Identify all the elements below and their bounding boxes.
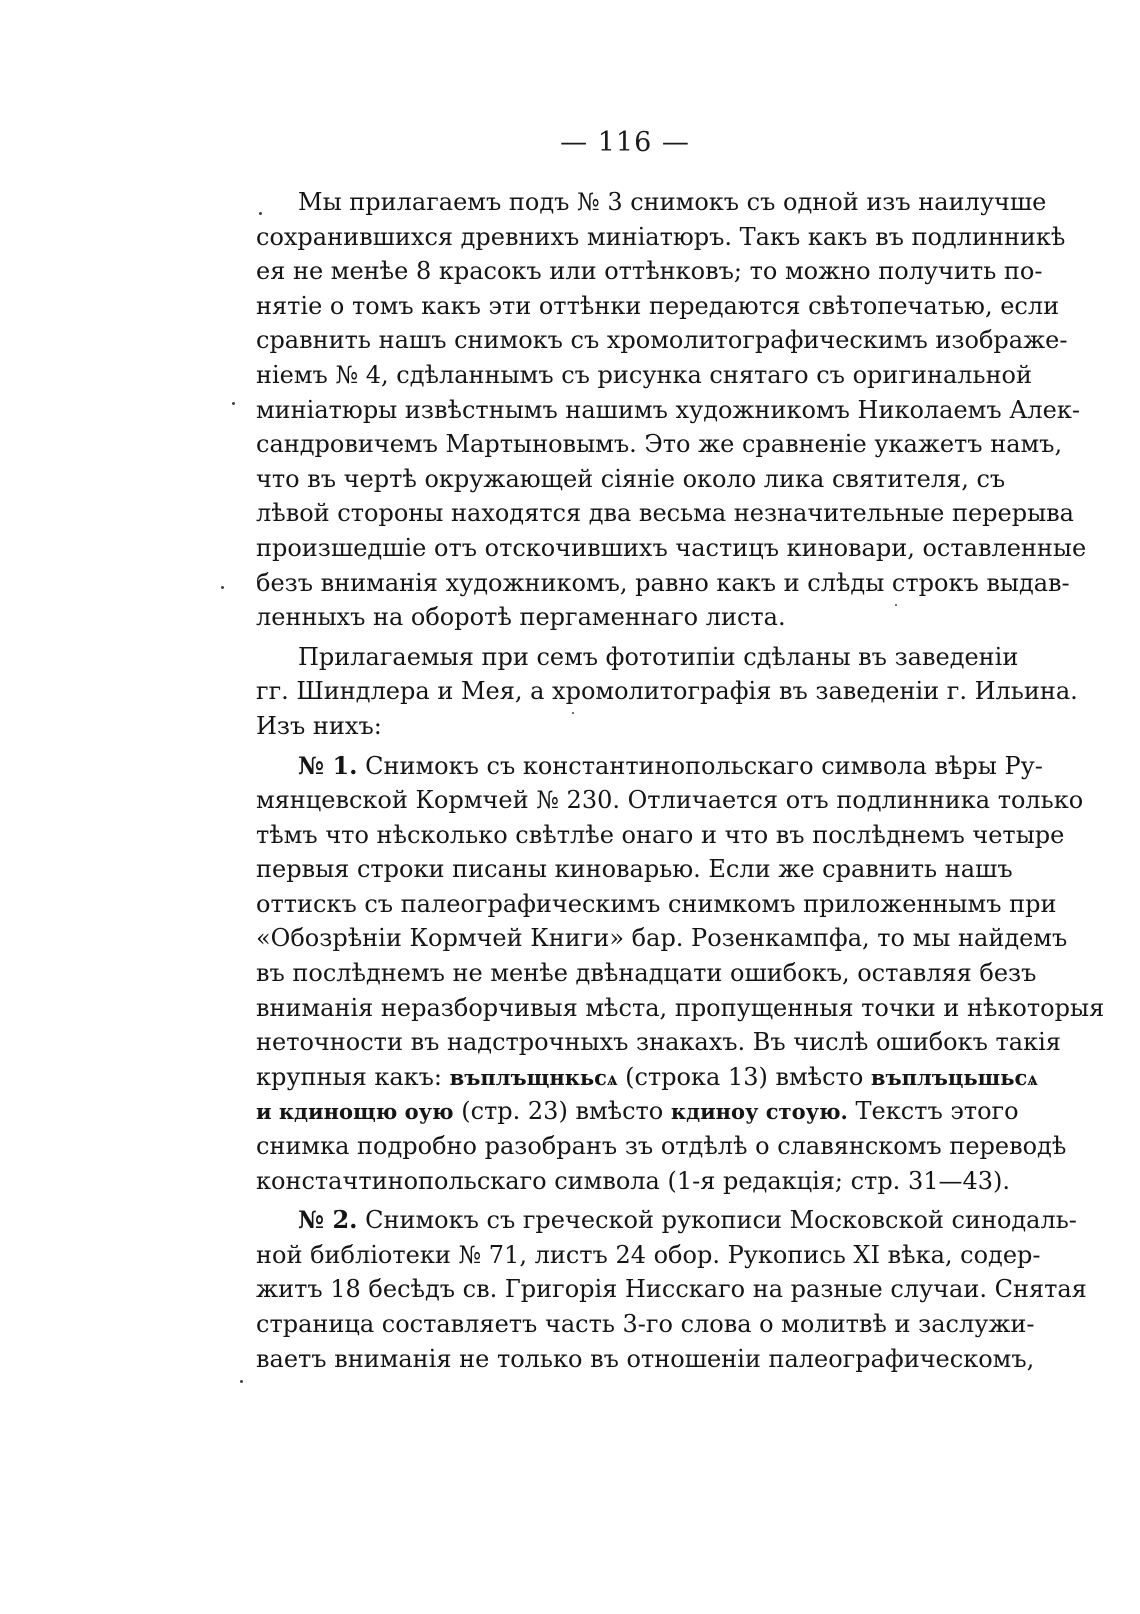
- text-line: гг. Шиндлера и Мея, а хромолитографія въ заведеніи г. Ильина.: [256, 677, 1078, 706]
- text-line: мянцевской Кормчей № 230. Отличается отъ подлинника только: [256, 786, 1084, 815]
- text-line: сандровичемъ Мартыновымъ. Это же сравненіе укажетъ намъ,: [256, 430, 1063, 459]
- text-line: произшедшіе отъ отскочившихъ частицъ киновари, оставленные: [256, 533, 1087, 562]
- item-number-label: № 1.: [298, 750, 358, 780]
- scan-speck: [240, 1380, 243, 1383]
- text-line: лѣвой стороны находятся два весьма незначительные перерыва: [256, 499, 1074, 528]
- text-line: Прилагаемыя при семъ фототипіи сдѣланы въ заведеніи: [298, 642, 1019, 671]
- scan-speck: [259, 212, 262, 215]
- text-line: страница составляетъ часть 3-го слова о молитвѣ и заслужи-: [256, 1310, 1035, 1338]
- text-line: ваетъ вниманія не только въ отношеніи палеографическомъ,: [256, 1344, 1035, 1373]
- scan-speck: [221, 586, 224, 589]
- text-line: сохранившихся древнихъ миніатюръ. Такъ какъ въ подлинникѣ: [256, 222, 1066, 251]
- text-run: (строка 13) вмѣсто: [625, 1062, 864, 1091]
- text-line: ной библіотеки № 71, листъ 24 обор. Рукопись XI вѣка, содер-: [256, 1240, 1041, 1269]
- text-line: Изъ нихъ:: [256, 711, 382, 740]
- text-line: ніемъ № 4, сдѣланнымъ съ рисунка снятаго съ оригинальной: [256, 360, 1033, 389]
- scan-speck: [895, 604, 897, 606]
- text-run: Снимокъ съ константинопольскаго символа вѣры Ру-: [365, 751, 1043, 780]
- scan-speck: [572, 712, 574, 714]
- text-line: [256, 749, 1043, 784]
- text-line: [256, 1094, 1019, 1129]
- paragraph-item-1: [256, 749, 1105, 1199]
- paragraph-printers: [256, 640, 1078, 744]
- text-line: нятіе о томъ какъ эти оттѣнки передаются свѣтопечатью, если: [256, 291, 1060, 320]
- text-line: неточности въ надстрочныхъ знакахъ. Въ числѣ ошибокъ такія: [256, 1028, 1061, 1057]
- text-line: тѣмъ что нѣсколько свѣтлѣе онаго и что въ послѣднемъ четыре: [256, 820, 1065, 849]
- text-line: сравнить нашъ снимокъ съ хромолитографическимъ изображе-: [256, 326, 1068, 355]
- paragraph-intro: [256, 185, 1087, 635]
- text-line: житъ 18 бесѣдъ св. Григорія Нисскаго на разные случаи. Снятая: [256, 1275, 1087, 1304]
- text-run: Снимокъ съ греческой рукописи Московской синодаль-: [365, 1206, 1077, 1235]
- text-run: Текстъ этого: [855, 1097, 1019, 1126]
- text-line: миніатюры извѣстнымъ нашимъ художникомъ Николаемъ Алек-: [256, 395, 1080, 424]
- church-slavonic-word: въплъщнкьсѧ: [449, 1064, 618, 1090]
- text-line: [256, 1060, 1038, 1095]
- text-line: снимка подробно разобранъ зъ отдѣлѣ о славянскомъ переводѣ: [256, 1132, 1067, 1161]
- item-number-label: № 2.: [298, 1205, 358, 1235]
- text-line: «Обозрѣніи Кормчей Книги» бар. Розенкампфа, то мы найдемъ: [256, 924, 1068, 953]
- body-text: [256, 185, 1105, 1376]
- church-slavonic-word: и кдинощю оую: [256, 1099, 454, 1125]
- text-line: оттискъ съ палеографическимъ снимкомъ приложеннымъ при: [256, 889, 1057, 918]
- text-line: въ послѣднемъ не менѣе двѣнадцати ошибокъ, оставляя безъ: [256, 959, 1037, 988]
- text-line: вниманія неразборчивыя мѣста, пропущенныя точки и нѣкоторыя: [256, 993, 1105, 1022]
- text-line: ленныхъ на оборотѣ пергаменнаго листа.: [256, 603, 786, 632]
- text-line: [256, 1203, 1077, 1238]
- text-run: крупныя какъ:: [256, 1062, 443, 1091]
- text-run: (стр. 23) вмѣсто: [461, 1097, 664, 1126]
- text-line: безъ вниманія художникомъ, равно какъ и слѣды строкъ выдав-: [256, 568, 1070, 597]
- text-line: первыя строки писаны киноварью. Если же сравнить нашъ: [256, 855, 1013, 884]
- text-line: Мы прилагаемъ подъ № 3 снимокъ съ одной изъ наилучше: [298, 188, 1047, 216]
- church-slavonic-word: кдиноу стоую.: [670, 1099, 848, 1125]
- scan-speck: [232, 402, 235, 405]
- text-line: что въ чертѣ окружающей сіяніе около лика святителя, съ: [256, 464, 1006, 493]
- text-line: ея не менѣе 8 красокъ или оттѣнковъ; то можно получить по-: [256, 257, 1043, 286]
- page-number: — 116 —: [560, 127, 690, 158]
- church-slavonic-word: въплъцьшьсѧ: [870, 1064, 1038, 1090]
- paragraph-item-2: [256, 1203, 1087, 1376]
- text-line: констачтинопольскаго символа (1-я редакція; стр. 31—43).: [256, 1166, 1011, 1195]
